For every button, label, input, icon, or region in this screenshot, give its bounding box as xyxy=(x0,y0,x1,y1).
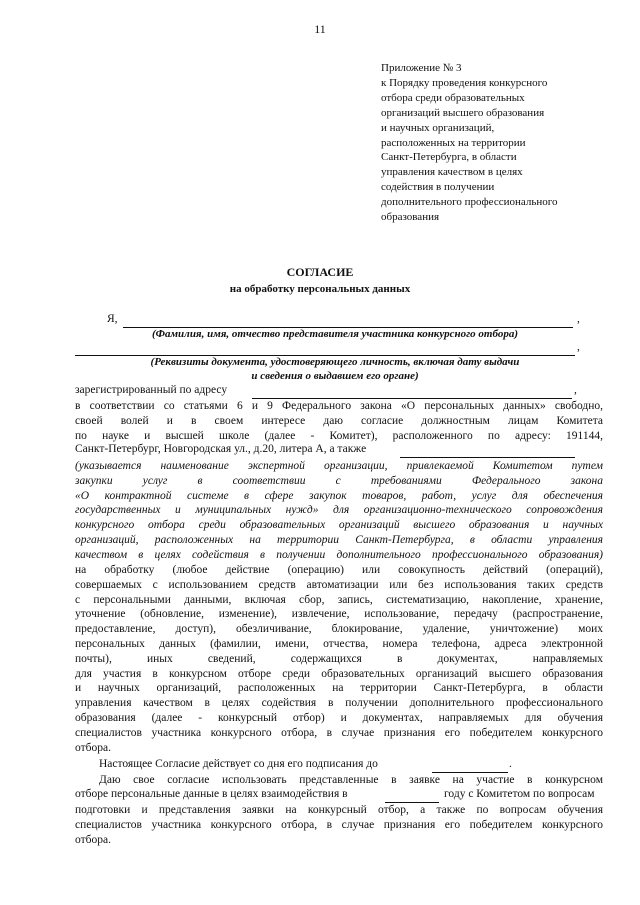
appendix-line: Санкт-Петербурга, в области xyxy=(381,151,517,164)
text-line: конкурсного отбора среди образовательных организаций высшего образования и научных xyxy=(75,519,603,532)
trailing-comma: , xyxy=(574,384,577,396)
text-line: специалистов участника конкурсного отбора, в случае признания его победителем конкурсного xyxy=(75,726,603,739)
text-line: отбора. xyxy=(75,741,111,754)
page-number: 11 xyxy=(314,22,326,36)
appendix-line: организаций высшего образования xyxy=(381,106,545,119)
text-line: персональных данных (фамилии, имени, отчества, номера телефона, адреса электронной xyxy=(75,637,603,650)
organization-explanation xyxy=(75,459,603,563)
text-line: для участия в конкурсном отборе среди образовательных организаций высшего образования xyxy=(75,667,603,680)
appendix-header xyxy=(381,61,621,225)
text-line: отборе персональные данные в целях взаимодействия в xyxy=(75,788,348,800)
text-line: отбора. xyxy=(75,833,111,846)
text-line: (указывается наименование экспертной организации, привлекаемой Комитетом путем xyxy=(75,460,603,472)
appendix-line: содействия в получении xyxy=(381,181,495,194)
document-title: СОГЛАСИЕ xyxy=(286,265,354,279)
text-line: с персональными данными, включая сбор, запись, систематизацию, накопление, хранение, xyxy=(75,593,603,606)
text-line: закупки услуг в соответствии с требованиями Федерального закона xyxy=(75,474,603,487)
text-line: управления качеством в целях содействия в получении дополнительного профессионального xyxy=(75,697,603,710)
text-line: подготовки и представления заявки на конкурсный отбор, а также по вопросам обучения xyxy=(75,804,603,816)
text-line: государственных и муниципальных нужд» для организационно-технического сопровождения xyxy=(75,504,603,517)
appendix-line: и научных организаций, xyxy=(381,121,495,134)
document-details-caption xyxy=(120,355,550,383)
trailing-comma: , xyxy=(577,341,580,353)
text-line: качеством в целях содействия в получении дополнительного профессионального образования) xyxy=(75,548,603,561)
text-line: году с Комитетом по вопросам xyxy=(444,788,595,800)
processing-paragraph xyxy=(75,563,603,755)
usage-paragraph-continued xyxy=(75,803,603,847)
text-line: на обработку (любое действие (операцию) или совокупность действий (операций), xyxy=(75,564,603,576)
organization-blank-line[interactable] xyxy=(400,457,575,458)
appendix-line: к Порядку проведения конкурсного xyxy=(381,76,548,89)
text-line: почты), иных сведений, содержащихся в документах, направляемых xyxy=(75,652,603,665)
text-line: образования (далее - конкурсный отбор) и документах, направляемых для обучения xyxy=(75,711,603,724)
usage-paragraph xyxy=(75,773,603,788)
validity-text: Настоящее Согласие действует со дня его подписания до xyxy=(99,758,378,770)
document-subtitle: на обработку персональных данных xyxy=(229,283,411,295)
text-line: Санкт-Петербург, Новгородская ул., д.20, литера А, а также xyxy=(75,443,367,455)
text-line: в соответствии со статьями 6 и 9 Федерального закона «О персональных данных» свободно, xyxy=(75,400,603,412)
registered-label: зарегистрированный по адресу xyxy=(75,384,228,396)
caption-line: и сведения о выдавшем его органе) xyxy=(251,370,419,382)
consent-paragraph xyxy=(75,399,603,443)
caption-line: (Реквизиты документа, удостоверяющего личность, включая дату выдачи xyxy=(150,356,520,368)
text-line: уточнение (обновление, изменение), извлечение, использование, передачу (распространение, xyxy=(75,608,603,621)
trailing-comma: , xyxy=(577,313,580,325)
text-line: совершаемых с использованием средств автоматизации или без использования таких средств xyxy=(75,578,603,591)
text-line: и научных организаций, расположенных на территории Санкт-Петербурга, в области xyxy=(75,682,603,695)
appendix-line: отбора среди образовательных xyxy=(381,91,525,104)
text-line: по науке и высшей школе (далее - Комитет), расположенного по адресу: 191144, xyxy=(75,429,603,442)
ya-label: Я, xyxy=(107,313,118,325)
validity-period: . xyxy=(509,758,512,770)
text-line: Даю свое согласие использовать представленные в заявке на участие в конкурсном xyxy=(99,774,603,786)
fio-caption: (Фамилия, имя, отчество представителя участника конкурсного отбора) xyxy=(152,328,518,340)
text-line: предоставление, доступ), обезличивание, блокирование, удаление, уничтожение) моих xyxy=(75,623,603,636)
text-line: своей волей и в своем интересе даю согласие должностным лицам Комитета xyxy=(75,414,603,427)
appendix-line: дополнительного профессионального xyxy=(381,196,558,209)
text-line: специалистов участника конкурсного отбора, в случае признания его победителем конкурсного xyxy=(75,818,603,831)
text-line: организаций, расположенных на территории Санкт-Петербурга, в области управления xyxy=(75,533,603,546)
appendix-line: расположенных на территории xyxy=(381,136,526,149)
text-line: «О контрактной системе в сфере закупок товаров, работ, услуг для обеспечения xyxy=(75,489,603,502)
appendix-line: управления качеством в целях xyxy=(381,166,523,179)
appendix-line: образования xyxy=(381,211,440,224)
appendix-line: Приложение № 3 xyxy=(381,62,462,74)
